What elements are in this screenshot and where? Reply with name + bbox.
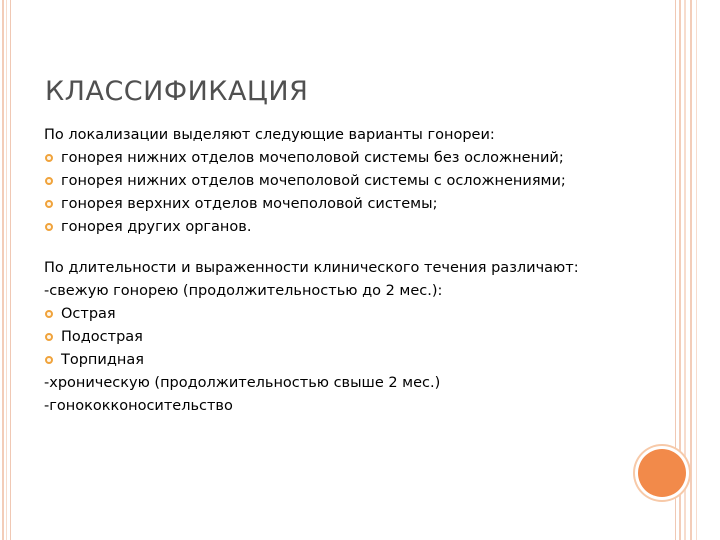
carrier-line: -гонококконосительство (44, 398, 233, 414)
list-item-text: гонорея других органов. (61, 219, 252, 235)
bullet-icon (45, 333, 53, 341)
decorative-stripe (684, 0, 686, 540)
intro-localization: По локализации выделяют следующие варианты гонореи: (44, 127, 495, 143)
list-item-text: Подострая (61, 329, 143, 345)
decorative-stripe (2, 0, 4, 540)
list-item (44, 195, 604, 213)
bullet-icon (45, 356, 53, 364)
slide-title: КЛАССИФИКАЦИЯ (45, 76, 309, 107)
bullet-icon (45, 223, 53, 231)
list-item (44, 351, 604, 369)
list-item (44, 149, 604, 167)
list-item-text: гонорея верхних отделов мочеполовой системы; (61, 196, 438, 212)
list-item (44, 328, 604, 346)
decorative-stripe (690, 0, 692, 540)
bullet-icon (45, 154, 53, 162)
list-item (44, 305, 604, 323)
list-item-text: Острая (61, 306, 116, 322)
decorative-stripe (6, 0, 7, 540)
bullet-icon (45, 177, 53, 185)
decorative-circle (638, 449, 686, 497)
decorative-stripe (696, 0, 697, 540)
list-item-text: гонорея нижних отделов мочеполовой системы с осложнениями; (61, 173, 566, 189)
slide-content (44, 126, 604, 420)
chronic-gonorrhea-line: -хроническую (продолжительностью свыше 2 мес.) (44, 375, 441, 391)
list-item-text: гонорея нижних отделов мочеполовой системы без осложнений; (61, 150, 564, 166)
list-item (44, 172, 604, 190)
bullet-icon (45, 200, 53, 208)
bullet-icon (45, 310, 53, 318)
list-item (44, 218, 604, 236)
fresh-gonorrhea-line: -свежую гонорею (продолжительностью до 2 мес.): (44, 283, 443, 299)
intro-duration: По длительности и выраженности клинического течения различают: (44, 260, 579, 276)
spacer (44, 241, 604, 259)
list-item-text: Торпидная (61, 352, 144, 368)
